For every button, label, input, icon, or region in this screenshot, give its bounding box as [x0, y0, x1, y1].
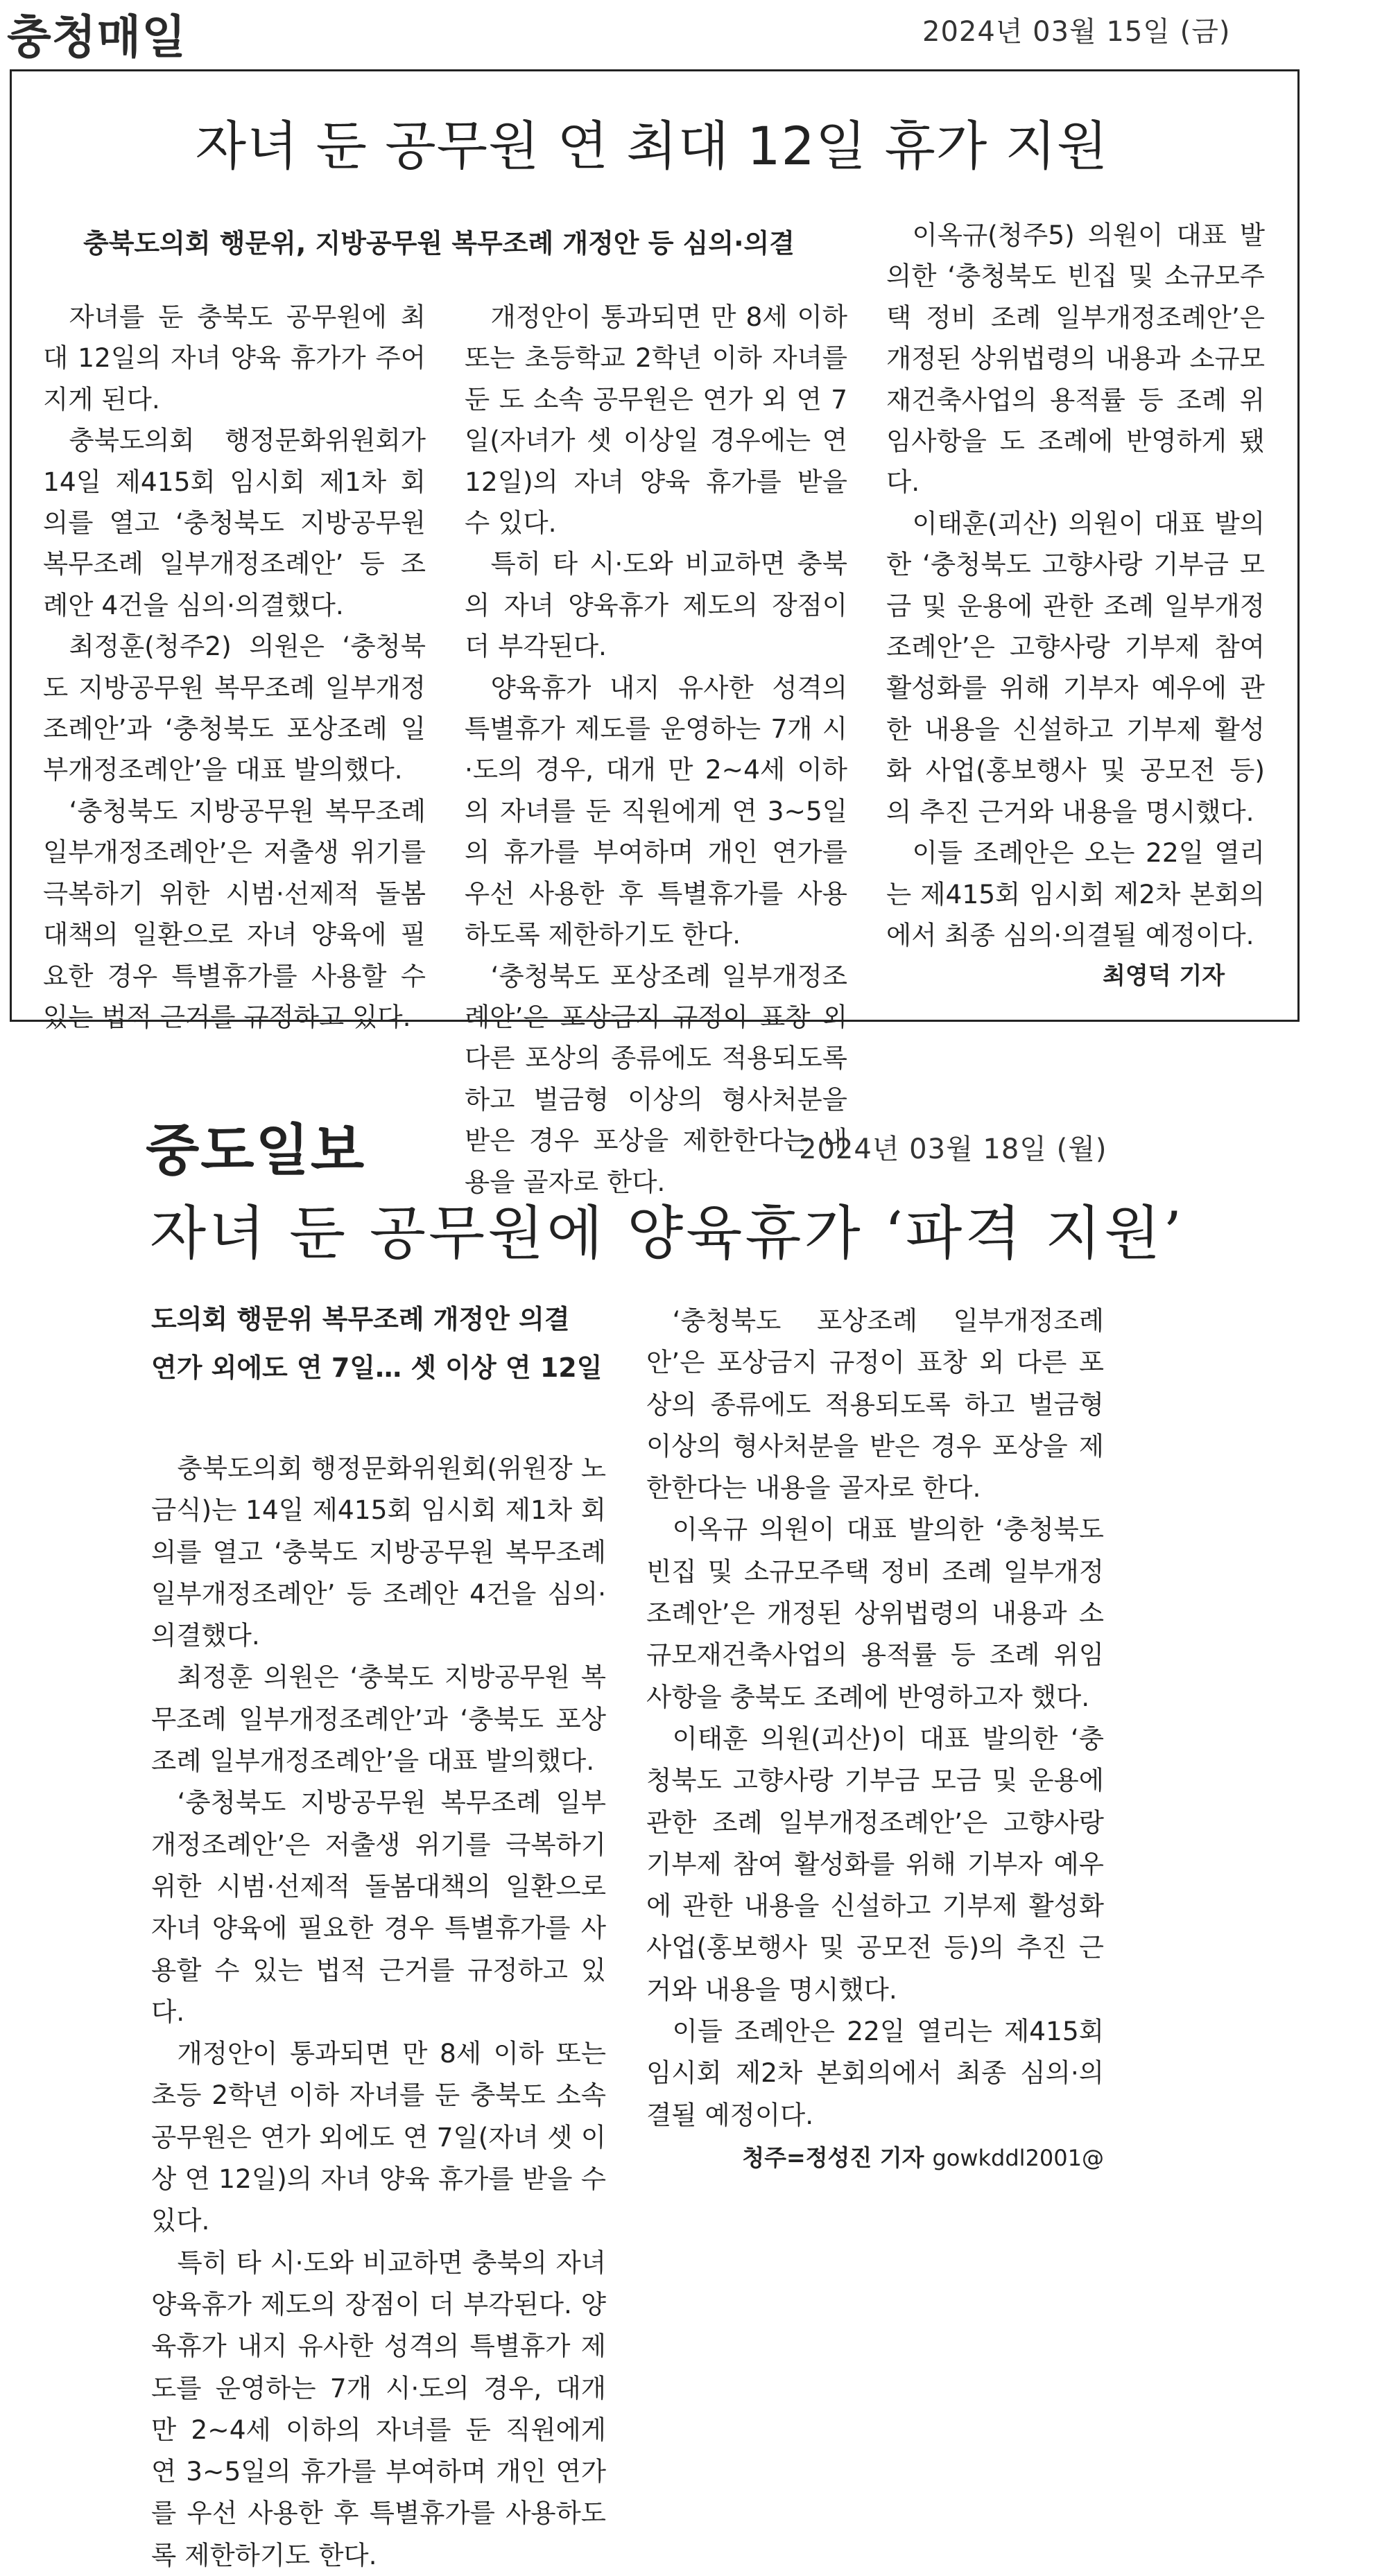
article-paragraph: ‘충청북도 포상조례 일부개정조례안’은 포상금지 규정이 표창 외 다른 포상의 종류에도 적용되도록 하고 벌금형 이상의 형사처분을 받은 경우 포상을 제한한다는 내용을 골자로 한다.	[465, 960, 847, 1197]
article-subheadline: 충북도의회 행문위, 지방공무원 복무조례 개정안 등 심의·의결	[83, 228, 795, 259]
article-paragraph: 이옥규(청주5) 의원이 대표 발의한 ‘충청북도 빈집 및 소규모주택 정비 조례 일부개정조례안’은 개정된 상위법령의 내용과 소규모재건축사업의 용적률 등 조례 위임사항을 도 조례에 반영하게 됐다.	[886, 220, 1265, 498]
subheadline-line: 도의회 행문위 복무조례 개정안 의결	[151, 1304, 570, 1334]
article-paragraph: 개정안이 통과되면 만 8세 이하 또는 초등 2학년 이하 자녀를 둔 충북도 소속 공무원은 연가 외에도 연 7일(자녀 셋 이상 연 12일)의 자녀 양육 휴가를 받을 수 있다.	[151, 2038, 606, 2236]
article-paragraph: 특히 타 시·도와 비교하면 충북의 자녀 양육휴가 제도의 장점이 더 부각된다. 양육휴가 내지 유사한 성격의 특별휴가 제도를 운영하는 7개 시·도의 경우, 대개 만 2~4세 이하의 자녀를 둔 직원에게 연 3~5일의 휴가를 부여하며 개인 연가를 우선 사용한 후 특별휴가를 사용하도록 제한하기도 한다.	[151, 2247, 606, 2570]
article-paragraph: 이옥규 의원이 대표 발의한 ‘충청북도 빈집 및 소규모주택 정비 조례 일부개정조례안’은 개정된 상위법령의 내용과 소규모재건축사업의 용적률 등 조례 위임사항을 충북도 조례에 반영하고자 했다.	[646, 1514, 1104, 1712]
article-paragraph: ‘충청북도 지방공무원 복무조례 일부개정조례안’은 저출생 위기를 극복하기 위한 시범·선제적 돌봄대책의 일환으로 자녀 양육에 필요한 경우 특별휴가를 사용할 수 있는 법적 근거를 규정하고 있다.	[43, 795, 426, 1032]
reporter-byline: 청주=정성진 기자	[742, 2143, 924, 2171]
article-paragraph: 최정훈 의원은 ‘충북도 지방공무원 복무조례 일부개정조례안’과 ‘충북도 포상조례 일부개정조례안’을 대표 발의했다.	[151, 1662, 606, 1777]
article-paragraph: ‘충청북도 지방공무원 복무조례 일부개정조례안’은 저출생 위기를 극복하기 위한 시범·선제적 돌봄대책의 일환으로 자녀 양육에 필요한 경우 특별휴가를 사용할 수 있는 법적 근거를 규정하고 있다.	[151, 1787, 606, 2027]
article-headline: 자녀 둔 공무원 연 최대 12일 휴가 지원	[195, 115, 1109, 177]
article-headline: 자녀 둔 공무원에 양육휴가 ‘파격 지원’	[150, 1199, 1185, 1267]
article-subheadline	[151, 1295, 602, 1392]
article-paragraph: 이들 조례안은 22일 열리는 제415회 임시회 제2차 본회의에서 최종 심의·의결될 예정이다.	[646, 2016, 1104, 2130]
reporter-email: gowkddl2001@	[932, 2144, 1104, 2171]
publication-date: 2024년 03월 18일 (월)	[799, 1133, 1107, 1165]
subheadline-line: 연가 외에도 연 7일… 셋 이상 연 12일	[151, 1352, 603, 1383]
article-paragraph: 양육휴가 내지 유사한 성격의 특별휴가 제도를 운영하는 7개 시·도의 경우, 대개 만 2~4세 이하의 자녀를 둔 직원에게 연 3~5일의 휴가를 부여하며 개인 연가를 우선 사용한 후 특별휴가를 사용하도록 제한하기도 한다.	[465, 672, 847, 950]
byline-line	[646, 2136, 1104, 2179]
article-paragraph: 충북도의회 행정문화위원회(위원장 노금식)는 14일 제415회 임시회 제1차 회의를 열고 ‘충북도 지방공무원 복무조례 일부개정조례안’ 등 조례안 4건을 심의·의결했다.	[151, 1453, 606, 1651]
publication-date: 2024년 03월 15일 (금)	[922, 16, 1231, 48]
article-column-2	[465, 297, 847, 1203]
newspaper-masthead: 충청매일	[7, 10, 187, 64]
article-paragraph: 개정안이 통과되면 만 8세 이하 또는 초등학교 2학년 이하 자녀를 둔 도 소속 공무원은 연가 외 연 7일(자녀가 셋 이상일 경우에는 연 12일)의 자녀 양육 휴가를 받을 수 있다.	[465, 302, 847, 539]
article-paragraph: 특히 타 시·도와 비교하면 충북의 자녀 양육휴가 제도의 장점이 더 부각된다.	[465, 548, 847, 662]
article-paragraph: ‘충청북도 포상조례 일부개정조례안’은 포상금지 규정이 표창 외 다른 포상의 종류에도 적용되도록 하고 벌금형 이상의 형사처분을 받은 경우 포상을 제한한다는 내용을 골자로 한다.	[646, 1305, 1104, 1504]
article-column-1	[43, 297, 426, 1038]
article-paragraph: 충북도의회 행정문화위원회가 14일 제415회 임시회 제1차 회의를 열고 ‘충청북도 지방공무원 복무조례 일부개정조례안’ 등 조례안 4건을 심의·의결했다.	[43, 425, 426, 620]
article-paragraph: 이태훈(괴산) 의원이 대표 발의한 ‘충청북도 고향사랑 기부금 모금 및 운용에 관한 조례 일부개정조례안’은 고향사랑 기부제 참여 활성화를 위해 기부자 예우에 관한 내용을 신설하고 기부제 활성화 사업(홍보행사 및 공모전 등)의 추진 근거와 내용을 명시했다.	[886, 507, 1265, 827]
article-paragraph: 이들 조례안은 오는 22일 열리는 제415회 임시회 제2차 본회의에서 최종 심의·의결될 예정이다.	[886, 837, 1265, 950]
reporter-byline: 최영덕 기자	[1103, 962, 1225, 990]
article-paragraph: 최정훈(청주2) 의원은 ‘충청북도 지방공무원 복무조례 일부개정조례안’과 ‘충청북도 포상조례 일부개정조례안’을 대표 발의했다.	[43, 631, 426, 785]
article-column-1	[151, 1447, 606, 2576]
article-column-3	[886, 215, 1265, 956]
article-paragraph: 자녀를 둔 충북도 공무원에 최대 12일의 자녀 양육 휴가가 주어지게 된다.	[43, 302, 426, 415]
article-column-2	[646, 1300, 1104, 2179]
newspaper-masthead: 중도일보	[146, 1117, 366, 1183]
article-paragraph: 이태훈 의원(괴산)이 대표 발의한 ‘충청북도 고향사랑 기부금 모금 및 운용에 관한 조례 일부개정조례안’은 고향사랑 기부제 참여 활성화를 위해 기부자 예우에 관한 내용을 신설하고 기부제 활성화 사업(홍보행사 및 공모전 등)의 추진 근거와 내용을 명시했다.	[646, 1723, 1104, 2005]
